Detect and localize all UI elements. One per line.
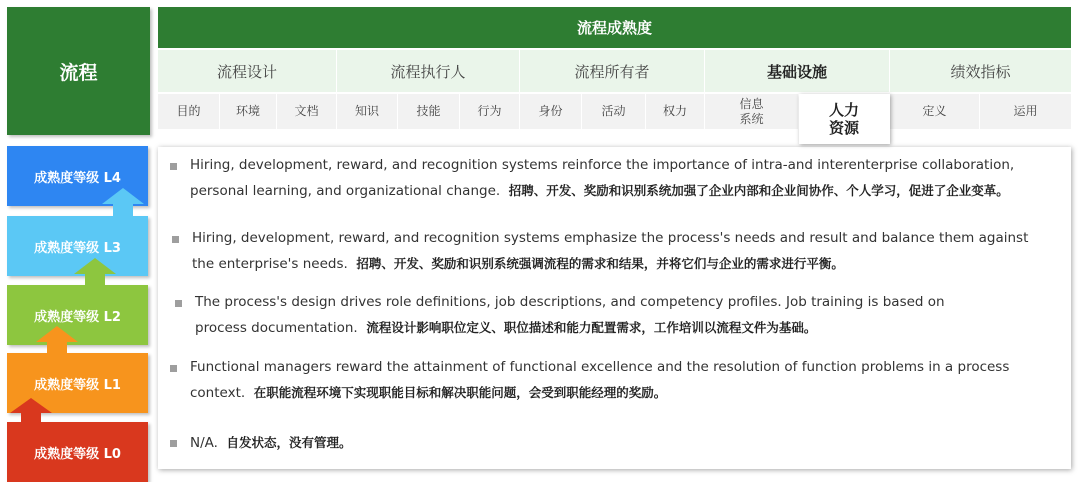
item-english: Functional managers reward the attainment of functional excellence and the resolution of function problems in a process context. bbox=[190, 359, 1010, 401]
level-l4: 成熟度等级 L4 bbox=[7, 146, 148, 206]
list-item bbox=[175, 290, 995, 341]
level-l1: 成熟度等级 L1 bbox=[7, 353, 148, 413]
sub-knowledge: 知识 bbox=[337, 94, 398, 129]
up-arrow-icon bbox=[72, 256, 118, 290]
bullet-icon bbox=[170, 163, 177, 170]
bullet-icon bbox=[170, 365, 177, 372]
item-english: Hiring, development, reward, and recognition systems emphasize the process's needs and result and balance them against the enterprise's needs. bbox=[192, 230, 1029, 272]
up-arrow-icon bbox=[34, 324, 80, 358]
category-metrics: 绩效指标 bbox=[890, 50, 1071, 92]
level-l0: 成熟度等级 L0 bbox=[7, 422, 148, 482]
maturity-header-title bbox=[158, 7, 1071, 48]
list-item bbox=[170, 430, 1055, 456]
maturity-title-label: 流程成熟度 bbox=[576, 19, 652, 37]
item-english: N/A. bbox=[190, 435, 218, 451]
level-l2: 成熟度等级 L2 bbox=[7, 285, 148, 345]
up-arrow-icon bbox=[100, 186, 146, 220]
sub-definition: 定义 bbox=[890, 94, 980, 129]
item-english: The process's design drives role definitions, job descriptions, and competency profiles. Job training is based on process documentation. bbox=[195, 294, 945, 336]
item-chinese: 流程设计影响职位定义、职位描述和能力配置需求，工作培训以流程文件为基础。 bbox=[366, 320, 817, 335]
sub-information-systems: 信息 系统 bbox=[705, 94, 799, 129]
category-process-owner: 流程所有者 bbox=[520, 50, 705, 92]
bullet-icon bbox=[170, 440, 177, 447]
sub-context: 环境 bbox=[220, 94, 277, 129]
list-item bbox=[170, 153, 1055, 204]
sub-human-resources-highlighted: 人力 资源 bbox=[799, 94, 890, 144]
bullet-icon bbox=[172, 236, 179, 243]
item-chinese: 招聘、开发、奖励和识别系统强调流程的需求和结果，并将它们与企业的需求进行平衡。 bbox=[356, 256, 844, 271]
sub-skills: 技能 bbox=[398, 94, 460, 129]
sub-identity: 身份 bbox=[520, 94, 582, 129]
sub-purpose: 目的 bbox=[158, 94, 220, 129]
item-chinese: 招聘、开发、奖励和识别系统加强了企业内部和企业间协作、个人学习，促进了企业变革。 bbox=[508, 183, 1009, 198]
sub-documentation: 文档 bbox=[277, 94, 337, 129]
up-arrow-icon bbox=[8, 396, 54, 428]
category-process-performer: 流程执行人 bbox=[337, 50, 520, 92]
sub-authority: 权力 bbox=[646, 94, 705, 129]
category-process-design: 流程设计 bbox=[158, 50, 337, 92]
process-header-box bbox=[7, 7, 150, 135]
category-infrastructure: 基础设施 bbox=[705, 50, 890, 92]
level-l3: 成熟度等级 L3 bbox=[7, 216, 148, 276]
process-header-label: 流程 bbox=[59, 61, 98, 84]
list-item bbox=[170, 355, 1055, 406]
item-english: Hiring, development, reward, and recognition systems reinforce the importance of intra-and interenterprise collaboration, personal learning, and organizational change. bbox=[190, 157, 1015, 199]
sub-activities: 活动 bbox=[582, 94, 646, 129]
list-item bbox=[172, 226, 1052, 277]
sub-uses: 运用 bbox=[980, 94, 1071, 129]
item-chinese: 自发状态，没有管理。 bbox=[226, 435, 352, 450]
sub-behavior: 行为 bbox=[460, 94, 520, 129]
bullet-icon bbox=[175, 300, 182, 307]
item-chinese: 在职能流程环境下实现职能目标和解决职能问题，会受到职能经理的奖励。 bbox=[253, 385, 667, 400]
